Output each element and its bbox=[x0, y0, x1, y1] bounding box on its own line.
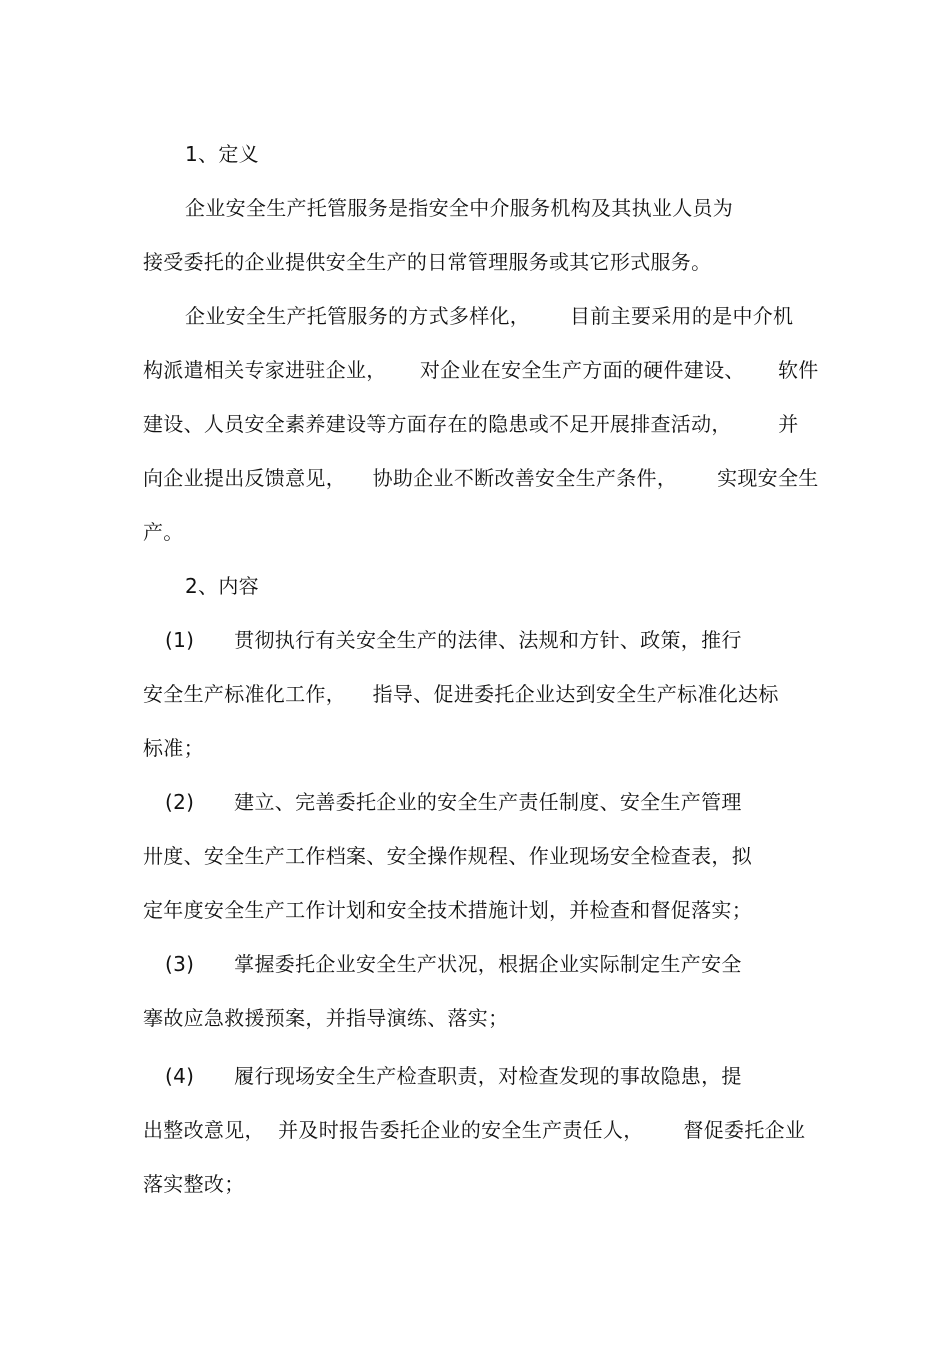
item-line: 定年度安全生产工作计划和安全技术措施计划，并检查和督促落实； bbox=[143, 898, 752, 922]
item-line: (2) 建立、完善委托企业的安全生产责任制度、安全生产管理 bbox=[165, 790, 742, 814]
definition-line: 接受委托的企业提供安全生产的日常管理服务或其它形式服务。 bbox=[143, 250, 712, 274]
method-line: 产。 bbox=[143, 520, 184, 544]
item-line: 落实整改； bbox=[143, 1172, 245, 1196]
item-line: 卅度、安全生产工作档案、安全操作规程、作业现场安全检查表，拟 bbox=[143, 844, 752, 868]
item-line: 搴故应急救援预案，并指导演练、落实； bbox=[143, 1006, 509, 1030]
method-line: 构派遣相关专家进驻企业， 对企业在安全生产方面的硬件建设、 软件 bbox=[143, 358, 819, 382]
item-line: 出整改意见， 并及时报告委托企业的安全生产责任人， 督促委托企业 bbox=[143, 1118, 806, 1142]
item-line: (3) 掌握委托企业安全生产状况，根据企业实际制定生产安全 bbox=[165, 952, 742, 976]
item-line: 安全生产标准化工作， 指导、促进委托企业达到安全生产标准化达标 bbox=[143, 682, 779, 706]
method-line: 向企业提出反馈意见， 协助企业不断改善安全生产条件， 实现安全生 bbox=[143, 466, 819, 490]
section-heading-content: 2、内容 bbox=[185, 574, 259, 598]
section-heading-definition: 1、定义 bbox=[185, 142, 259, 166]
definition-line: 企业安全生产托管服务是指安全中介服务机构及其执业人员为 bbox=[185, 196, 734, 220]
item-line: 标准； bbox=[143, 736, 204, 760]
item-line: (1) 贯彻执行有关安全生产的法律、法规和方针、政策，推行 bbox=[165, 628, 742, 652]
item-line: (4) 履行现场安全生产检查职责，对检查发现的事故隐患，提 bbox=[165, 1064, 742, 1088]
method-line: 建设、人员安全素养建设等方面存在的隐患或不足开展排查活动， 并 bbox=[143, 412, 799, 436]
method-line: 企业安全生产托管服务的方式多样化， 目前主要采用的是中介机 bbox=[185, 304, 794, 328]
